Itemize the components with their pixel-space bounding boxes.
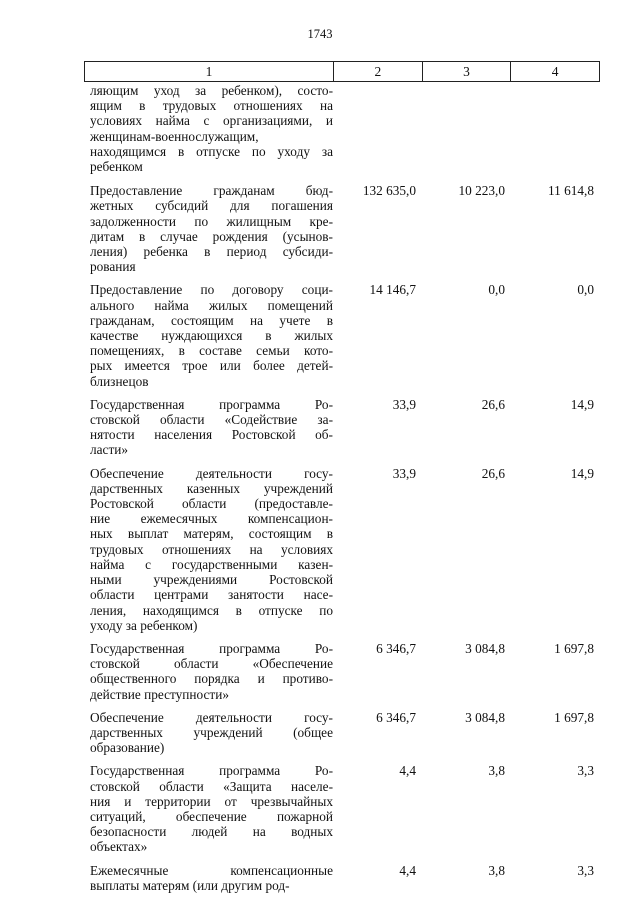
row-value-col-2: 4,4 xyxy=(399,862,416,878)
table-row xyxy=(84,466,600,633)
row-description: Ежемесячные компенсационные выплаты матерям (или другим род- xyxy=(90,862,333,893)
table-header xyxy=(84,61,600,82)
table-row xyxy=(84,863,600,893)
row-value-col-4: 14,9 xyxy=(570,396,594,412)
row-description: Государственная программа Ро- стовской области «Содействие за- нятости населения Ростовской об- ласти» xyxy=(90,396,333,458)
row-value-col-2: 14 146,7 xyxy=(369,282,416,298)
row-description: ляющим уход за ребенком), состо- ящим в трудовых отношениях на условиях найма с организациями, и женщинам-военнослужащим, находящимся в отпуске по уходу за ребенком xyxy=(90,83,333,175)
row-description: Предоставление гражданам бюд- жетных субсидий для погашения задолженности по жилищным кре- дитам в случае рождения (усынов- ления) ребенка в период субсиди- рования xyxy=(90,183,333,275)
row-value-col-4: 3,3 xyxy=(577,862,594,878)
column-header-2: 2 xyxy=(333,62,422,81)
row-value-col-2: 33,9 xyxy=(392,396,416,412)
table-row xyxy=(84,83,600,174)
row-value-col-4: 1 697,8 xyxy=(554,709,594,725)
page-number: 1743 xyxy=(307,27,333,41)
row-value-col-3: 3 084,8 xyxy=(465,709,505,725)
row-value-col-4: 11 614,8 xyxy=(547,183,594,199)
row-description: Государственная программа Ро- стовской области «Защита населе- ния и территории от чрезвычайных ситуаций, обеспечение пожарной безопасности людей на водных объектах» xyxy=(90,763,333,855)
table-row xyxy=(84,183,600,274)
row-value-col-3: 3 084,8 xyxy=(465,640,505,656)
row-value-col-3: 0,0 xyxy=(488,282,505,298)
row-value-col-2: 6 346,7 xyxy=(376,640,416,656)
budget-table xyxy=(84,61,600,893)
row-value-col-4: 3,3 xyxy=(577,763,594,779)
table-row xyxy=(84,282,600,388)
row-description: Предоставление по договору соци- ального найма жилых помещений гражданам, состоящим на учете в качестве нуждающихся в жилых помещениях, в составе семьи кото- рых имеется трое или более детей- близнецов xyxy=(90,282,333,389)
table-row xyxy=(84,397,600,458)
table-row xyxy=(84,641,600,702)
row-value-col-3: 26,6 xyxy=(481,465,505,481)
column-header-4: 4 xyxy=(510,62,599,81)
row-value-col-3: 3,8 xyxy=(488,763,505,779)
row-description: Государственная программа Ро- стовской области «Обеспечение общественного порядка и противо- действие преступности» xyxy=(90,640,333,702)
row-value-col-3: 3,8 xyxy=(488,862,505,878)
column-header-1: 1 xyxy=(205,64,213,79)
row-value-col-4: 0,0 xyxy=(577,282,594,298)
row-value-col-2: 33,9 xyxy=(392,465,416,481)
row-value-col-4: 14,9 xyxy=(570,465,594,481)
table-row xyxy=(84,763,600,854)
row-description: Обеспечение деятельности госу- дарственных учреждений (общее образование) xyxy=(90,709,333,756)
table-body xyxy=(84,83,600,893)
table-row xyxy=(84,710,600,756)
row-value-col-2: 4,4 xyxy=(399,763,416,779)
row-value-col-4: 1 697,8 xyxy=(554,640,594,656)
row-value-col-2: 6 346,7 xyxy=(376,709,416,725)
row-description: Обеспечение деятельности госу- дарственных казенных учреждений Ростовской области (предоставле- ние ежемесячных компенсацион- ных выплат матерям, состоящим в трудовых отношениях на условиях найма с государственными казен- ными учреждениями Ростовской области центрами занятости насе- ления, находящимся в отпуске по уходу за ребенком) xyxy=(90,465,333,633)
row-value-col-3: 10 223,0 xyxy=(458,183,505,199)
row-value-col-3: 26,6 xyxy=(481,396,505,412)
column-header-3: 3 xyxy=(422,62,511,81)
row-value-col-2: 132 635,0 xyxy=(362,183,416,199)
